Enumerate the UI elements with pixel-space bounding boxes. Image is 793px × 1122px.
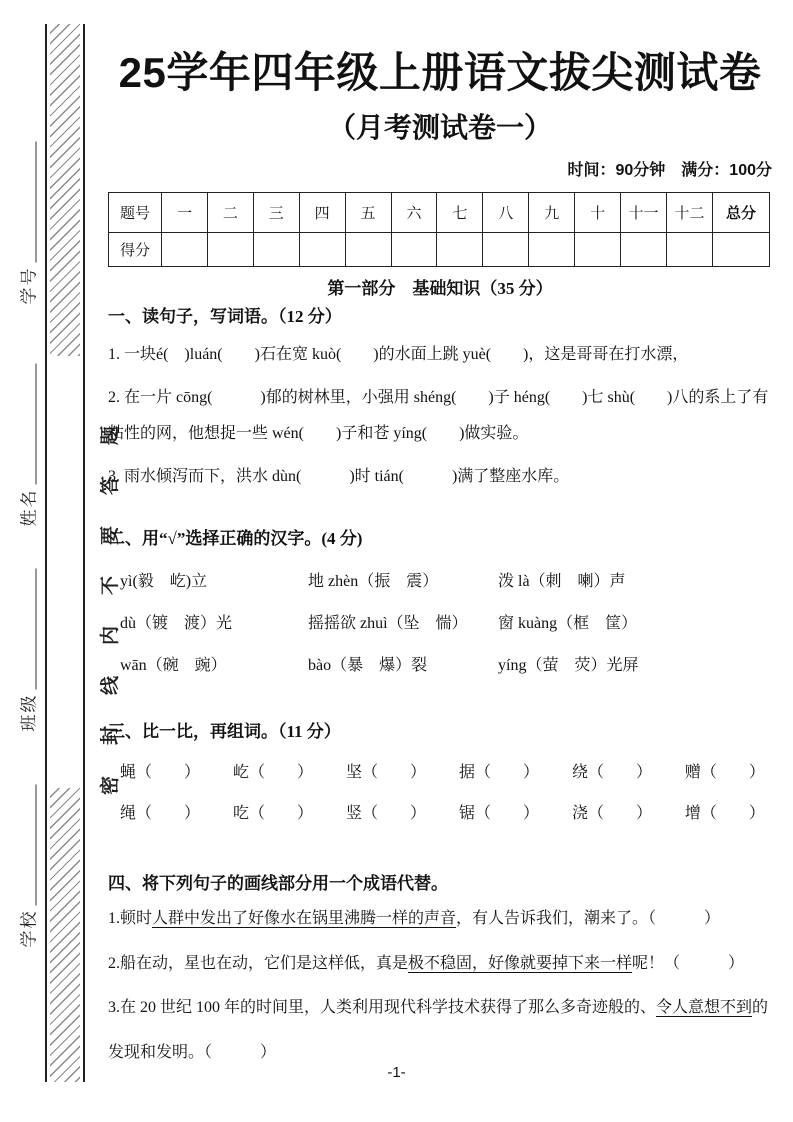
section2-choice-grid	[120, 558, 760, 684]
score-empty-cell	[621, 233, 667, 267]
choice-item: bào（暴 爆）裂	[308, 656, 428, 674]
score-row-label: 得分	[109, 233, 162, 267]
score-table-header-cell: 四	[299, 193, 345, 233]
idiom-sentence	[108, 897, 772, 942]
student-field-label: 学校	[19, 909, 39, 948]
time-and-score-info: 时间：90分钟 满分：100分	[567, 162, 772, 179]
word-item: 锯（ ）	[458, 805, 539, 822]
score-empty-cell	[345, 233, 391, 267]
score-table-header-cell: 总分	[713, 193, 770, 233]
score-empty-cell	[437, 233, 483, 267]
choice-item: 地 zhèn（振 震）	[308, 572, 439, 590]
choice-item: 窗 kuàng（框 筐）	[498, 614, 638, 632]
sentence-text: 呢！（ ）	[632, 954, 745, 972]
score-empty-cell	[162, 233, 208, 267]
part1-heading: 第一部分 基础知识（35 分）	[327, 279, 553, 298]
word-item: 坚（ ）	[345, 764, 426, 781]
section1-items	[108, 337, 772, 502]
section4-heading: 四、将下列句子的画线部分用一个成语代替。	[108, 874, 448, 893]
sentence-text: 2.船在动，星也在动，它们是这样低，真是	[108, 954, 409, 972]
score-table-header-cell: 十一	[621, 193, 667, 233]
idiom-sentence	[108, 986, 772, 1075]
sentence-text: 3.在 20 世纪 100 年的时间里，人类利用现代科学技术获得了那么多奇迹般的、	[108, 999, 657, 1016]
score-empty-cell	[713, 233, 770, 267]
student-field-id	[15, 140, 41, 305]
sentence-text: 的发现和发明。（ ）	[108, 999, 769, 1061]
score-empty-cell	[575, 233, 621, 267]
word-item: 增（ ）	[684, 805, 765, 822]
underlined-phrase: 人群中发出了好像水在锅里沸腾一样的声音	[152, 910, 457, 927]
seal-line-band	[45, 24, 121, 1082]
seal-line-text: 密封线内不要答题	[100, 395, 121, 796]
fill-in-blank-line	[35, 569, 37, 690]
score-empty-cell	[483, 233, 529, 267]
fill-in-sentence: 1. 一块é( )luán( )石在宽 kuò( )的水面上跳 yuè( )，这是哥哥在打水漂，	[108, 346, 689, 363]
page-subtitle: （月考测试卷一）	[327, 112, 552, 143]
choice-item: 摇摇欲 zhuì（坠 惴）	[308, 614, 468, 632]
student-field-class	[15, 567, 41, 732]
score-table-header-cell: 二	[207, 193, 253, 233]
score-table-header-cell: 十	[575, 193, 621, 233]
underlined-phrase: 极不稳固，好像就要掉下来一样	[408, 954, 633, 972]
choice-item: dù（镀 渡）光	[120, 614, 233, 632]
word-item: 屹（ ）	[232, 764, 313, 781]
hatch-pattern-bottom	[50, 788, 80, 1082]
score-table	[108, 192, 770, 267]
word-item: 蝇（ ）	[120, 764, 201, 781]
page-number: -1-	[387, 1064, 406, 1081]
word-item: 赠（ ）	[684, 764, 765, 781]
section3-heading: 三、比一比，再组词。（11 分）	[108, 722, 341, 741]
fill-in-sentence: 3. 雨水倾泻而下，洪水 dùn( )时 tián( )满了整座水库。	[108, 468, 570, 485]
section3-word-rows	[120, 750, 765, 832]
score-table-header-cell: 九	[529, 193, 575, 233]
word-row	[120, 791, 765, 832]
word-row	[120, 750, 765, 791]
choice-item: 泼 là（刺 喇）声	[498, 572, 626, 590]
score-table-header-row	[109, 193, 770, 233]
score-empty-cell	[207, 233, 253, 267]
score-table-header-cell: 一	[162, 193, 208, 233]
sentence-text: 1.顿时	[108, 910, 153, 927]
choice-item: yì(毅 屹)立	[120, 572, 208, 590]
score-empty-cell	[391, 233, 437, 267]
word-item: 绳（ ）	[120, 805, 201, 822]
idiom-sentence	[108, 942, 772, 987]
student-field-label: 姓名	[19, 488, 39, 527]
hatch-pattern-top	[50, 24, 80, 356]
score-table-score-row	[109, 233, 770, 267]
choice-item: wān（碗 豌）	[120, 656, 227, 674]
word-item: 绕（ ）	[571, 764, 652, 781]
score-table-header-cell: 十二	[666, 193, 712, 233]
student-field-label: 班级	[19, 693, 39, 732]
page-title: 25学年四年级上册语文拔尖测试卷	[118, 49, 762, 96]
score-empty-cell	[299, 233, 345, 267]
choice-item: yíng（萤 荧）光屏	[498, 656, 639, 674]
student-field-school	[15, 783, 41, 948]
fill-in-blank-line	[35, 364, 37, 485]
score-table-header-cell: 八	[483, 193, 529, 233]
word-item: 据（ ）	[458, 764, 539, 781]
fill-in-sentence: 2. 在一片 cōng( )郁的树林里，小强用 shéng( )子 héng( )七 shù( )八的系上了有粘性的网，他想捉一些 wén( )子和苍 yíng( )做实验。	[108, 389, 769, 442]
score-table-header-cell: 三	[253, 193, 299, 233]
score-empty-cell	[666, 233, 712, 267]
word-item: 竖（ ）	[345, 805, 426, 822]
fill-in-blank-line	[35, 142, 37, 263]
section1-heading: 一、读句子，写词语。（12 分）	[108, 307, 342, 326]
word-item: 浇（ ）	[571, 805, 652, 822]
score-table-header-cell: 七	[437, 193, 483, 233]
student-field-label: 学号	[19, 266, 39, 305]
student-field-name	[15, 362, 41, 527]
score-empty-cell	[529, 233, 575, 267]
underlined-phrase: 令人意想不到	[656, 999, 753, 1016]
section2-heading: 二、用“√”选择正确的汉字。(4 分)	[108, 529, 363, 548]
word-item: 吃（ ）	[232, 805, 313, 822]
fill-in-blank-line	[35, 785, 37, 906]
score-table-header-cell: 题号	[109, 193, 162, 233]
score-table-header-cell: 五	[345, 193, 391, 233]
sentence-text: ，有人告诉我们，潮来了。（ ）	[456, 910, 721, 927]
section4-items	[108, 897, 772, 1075]
score-empty-cell	[253, 233, 299, 267]
score-table-header-cell: 六	[391, 193, 437, 233]
